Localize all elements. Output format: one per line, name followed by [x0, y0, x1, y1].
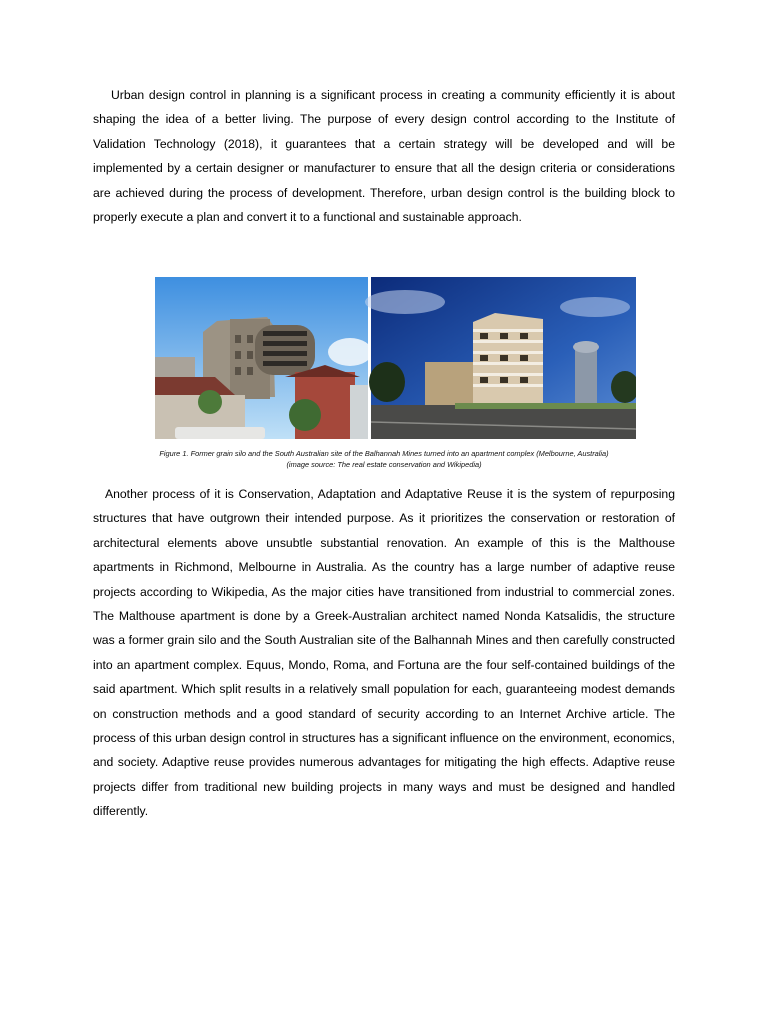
paragraph-adaptive-reuse: Another process of it is Conservation, Adaptation and Adaptative Reuse it is the system of repurposing structures that have outgrown their intended purpose. As it prioritizes the conservation or restoration of architectural elements above unsubtle substantial renovation. An example of this is the Malthouse apartments in Richmond, Melbourne in Australia. As the country has a large number of adaptive reuse projects according to Wikipedia, As the major cities have transitioned from industrial to commercial zones. The Malthouse apartment is done by a Greek-Australian architect named Nonda Katsalidis, the structure was a former grain silo and the South Australian site of the Balhannah Mines and then carefully constructed into an apartment complex. Equus, Mondo, Roma, and Fortuna are the four self-contained buildings of the said apartment. Which split results in a relatively small population for each, guaranteeing modest demands on construction methods and a good standard of security according to an Internet Archive article. The process of this urban design control in structures has a significant influence on the environment, economics, and society. Adaptive reuse provides numerous advantages for mitigating the high effects. Adaptive reuse projects differ from traditional new building projects in many ways and must be designed and handled differently.	[93, 487, 675, 819]
photo-right-apartment-complex	[365, 277, 636, 439]
photo-left-grain-silo	[155, 277, 372, 439]
caption-line-1: Figure 1. Former grain silo and the South Australian site of the Balhannah Mines turned into an apartment complex (Melbourne, Australia)	[159, 449, 609, 458]
paragraph-urban-design-control: Urban design control in planning is a significant process in creating a community efficiently it is about shaping the idea of a better living. The purpose of every design control according to the Institute of Validation Technology (2018), it guarantees that a certain strategy will be developed and will be implemented by a certain designer or manufacturer to ensure that all the design criteria or considerations are achieved during the process of development. Therefore, urban design control is the building block to properly execute a plan and convert it to a functional and sustainable approach.	[93, 88, 675, 225]
caption-line-2: (image source: The real estate conservation and Wikipedia)	[286, 460, 482, 469]
figure-caption	[100, 448, 668, 470]
figure-malthouse-photos	[155, 277, 636, 439]
